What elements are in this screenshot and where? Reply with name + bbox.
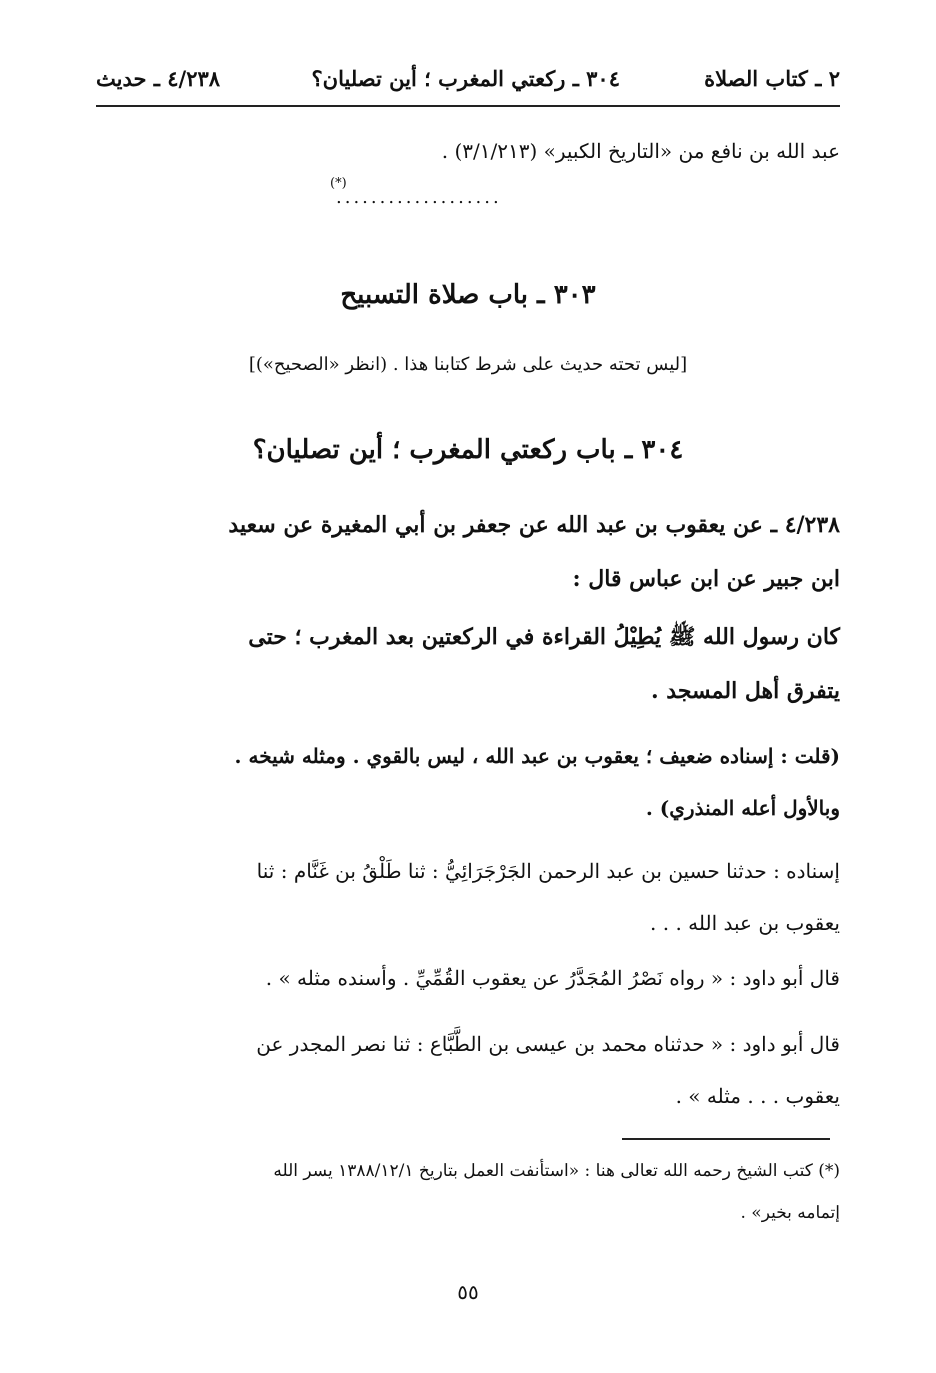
abudawud-note-2	[96, 1018, 840, 1122]
footnote-line-2: إتمامه بخير» .	[740, 1203, 840, 1223]
header-chapter: ٢ ـ كتاب الصلاة	[704, 66, 840, 91]
abudawud-2-line-2: يعقوب . . . مثله » .	[675, 1084, 840, 1108]
ellipsis-dots: ...................	[336, 187, 502, 208]
hadith-matn-block	[96, 610, 840, 718]
page-number: ٥٥	[457, 1280, 479, 1304]
section-304-title: ٣٠٤ ـ باب ركعتي المغرب ؛ أين تصليان؟	[252, 435, 684, 465]
abudawud-note-1: قال أبو داود : « رواه نَصْرُ المُجَدَّرُ عن يعقوب القُمِّيِّ . وأسنده مثله » .	[265, 966, 840, 990]
header-rule	[96, 105, 840, 107]
section-303-title: ٣٠٣ ـ باب صلاة التسبيح	[340, 280, 596, 310]
header-section: ٣٠٤ ـ ركعتي المغرب ؛ أين تصليان؟	[311, 66, 620, 91]
footnote	[96, 1150, 840, 1234]
intro-line: عبد الله بن نافع من «التاريخ الكبير» (٣/١/٢١٣) .	[441, 139, 840, 163]
hadith-line-1: ٤/٢٣٨ ـ عن يعقوب بن عبد الله عن جعفر بن أبي المغيرة عن سعيد	[228, 512, 840, 538]
comment-block	[96, 730, 840, 834]
footnote-line-1: (*) كتب الشيخ رحمه الله تعالى هنا : «استأنفت العمل بتاريخ ١٣٨٨/١٢/١ يسر الله	[273, 1161, 840, 1181]
running-header	[96, 66, 840, 106]
footnote-rule	[622, 1138, 830, 1140]
hadith-isnad-block	[96, 498, 840, 606]
header-hadith-number: ٤/٢٣٨ ـ حديث	[96, 66, 221, 91]
footnote-marker: (*)	[330, 176, 347, 191]
isnad-line-2: يعقوب بن عبد الله . . .	[650, 911, 840, 935]
abudawud-2-line-1: قال أبو داود : « حدثناه محمد بن عيسى بن الطَّبَّاع : ثنا نصر المجدر عن	[256, 1032, 840, 1056]
matn-line-1: كان رسول الله ﷺ يُطِيْلُ القراءة في الركعتين بعد المغرب ؛ حتى	[248, 624, 840, 650]
hadith-line-2: ابن جبير عن ابن عباس قال :	[572, 566, 840, 592]
isnad-block	[96, 845, 840, 949]
isnad-line-1: إسناده : حدثنا حسين بن عبد الرحمن الجَرْجَرَائِيُّ : ثنا طَلْقُ بن غَنَّام : ثنا	[256, 859, 840, 883]
comment-line-1: (قلت : إسناده ضعيف ؛ يعقوب بن عبد الله ، ليس بالقوي . ومثله شيخه .	[234, 744, 840, 768]
section-303-note: [ليس تحته حديث على شرط كتابنا هذا . (انظر «الصحيح»)]	[248, 354, 688, 375]
comment-line-2: وبالأول أعله المنذري) .	[645, 796, 840, 820]
matn-line-2: يتفرق أهل المسجد .	[650, 678, 840, 704]
